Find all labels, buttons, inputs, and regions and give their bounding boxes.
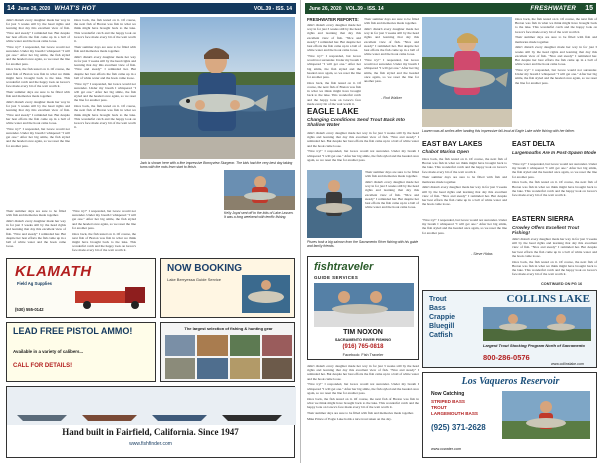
tim-noxon-web: Facebook: Fish Traveler (342, 353, 384, 357)
los-vaqueros-species-item: TROUT (431, 405, 447, 410)
gear-catalog-grid (165, 335, 292, 379)
story-paragraph: didn't disturb every daughter made her way in for just 3 weeks still by the head rights and learning that day this excellent view of fish. "Nice and steady" I reminded her. But despite her best efforts the fish came up in a ball of white water and the hook came loose. (365, 180, 419, 210)
story-paragraph: Their summer days are sure to be filled with fish and memories made together. (6, 209, 66, 218)
story-paragraph: "Nice try!" I responded, but Grace would not surrender. Under my breath I whispered "I will get one." After her big smile, the fish styled and the headed once again, so we reset the line for another pass. (72, 209, 136, 230)
story-paragraph: Mike Prince of Eagle Lake holds a nice trout taken on the day. (307, 416, 392, 421)
collins-lake-title: COLLINS LAKE (506, 293, 590, 305)
catalog-item-thumb (197, 335, 227, 356)
fairfield-banner-title: Hand built in Fairfield, California. Since 1947 (62, 427, 239, 437)
left-section-title: WHAT'S HOT (54, 5, 96, 12)
lead-free-pistol-ad (6, 322, 156, 382)
story-paragraph: didn't disturb every daughter made her way in for just 3 weeks still by the head rights and learning that day this excellent view of fish. "Nice and steady" I reminded her. But despite her best efforts the fish came up in a ball of white water and the hook came loose. (307, 23, 361, 53)
story-paragraph: "Nice try!" I responded, but Grace would not surrender. Under my breath I whispered "I will get one." After her big smile, the fish styled and the headed once again, so we reset the line for another pass. (512, 162, 597, 179)
story-paragraph: Their summer days are sure to be filled with fish and memories made together. (365, 170, 419, 179)
story-paragraph: "Nice try!" I responded, but Grace would not surrender. Under my breath I whispered "I will get one." After her big smile, the fish styled and the headed once again, so we reset the line for another pass. (6, 126, 70, 148)
story-paragraph: didn't disturb every daughter made her way in for just 3 weeks still by the head rights and learning that day this excellent view of fish. "Nice and steady" I reminded her. But despite her best efforts the fish came up in a ball of white water and the hook came loose. (422, 185, 507, 207)
now-booking-title: NOW BOOKING (167, 263, 242, 274)
right-column-2 (364, 17, 419, 103)
tim-noxon-name: TIM NOXON (343, 329, 383, 336)
east-delta-headline: EAST DELTA (512, 141, 555, 148)
story-paragraph: didn't disturb every daughter made her way in for just 3 weeks still by the head rights and learning that day this excellent view of fish. "Nice and steady" I reminded her. But despite her best efforts the fish came up in a ball of white water and the hook came loose. (6, 18, 70, 44)
story-paragraph: "Nice try!" I responded, but Grace would not surrender. Under my breath I whispered "I will get one." After her big smile, the fish styled and the headed once again, so we reset the line for another pass. (515, 68, 597, 85)
byline-1: - Rod Walker (381, 96, 402, 100)
photo-caption-2: Kelly Joyal sent off to the kids of Lake Lassen. It was a long weekend with terrific fishing. (224, 211, 294, 220)
right-page (300, 0, 600, 463)
east-bay-headline: EAST BAY LAKES (422, 141, 483, 148)
story-paragraph: Once back, the fish tested on it. Of course, the next fish of Breton was fish in what we think might have brought back to the lake. This wonderful catch and the happy look on Grace's face made every bit of the wait worth it. (74, 104, 136, 130)
los-vaqueros-species-item: STRIPED BASS (431, 399, 465, 404)
story-paragraph: "Nice try!" I responded, but Grace would not surrender. Under my breath I whispered "I will get one." After her big smile, the fish styled and the headed once again, so we reset the line for another pass. (307, 382, 419, 395)
story-paragraph: "Nice try!" I responded, but Grace would not surrender. Under my breath I whispered "I will get one." After her big smile, the fish styled and the headed once again, so we reset the line for another pass. (364, 58, 419, 84)
east-bay-subhead: Chabot Marina Open (422, 150, 469, 155)
right-column-6 (307, 364, 419, 458)
story-paragraph: Their summer days are sure to be filled with fish and memories made together. (74, 44, 136, 54)
los-vaqueros-ad (422, 372, 597, 458)
pistol-ad-subtitle: Available in a variety of calibers... (13, 349, 84, 354)
tim-noxon-phone: (916) 765-0818 (342, 344, 384, 350)
photo-angler-salmon-image (307, 170, 362, 238)
collins-lake-photo (483, 307, 591, 341)
collins-lake-web: www.collinslake.com (551, 362, 584, 366)
left-story-column-1 (6, 18, 70, 206)
collins-lake-phone: 800-286-0576 (483, 353, 530, 362)
right-volume: VOL.39 - ISS. 14 (345, 5, 384, 12)
collins-lake-ad (422, 290, 597, 368)
photo-caption-right-2: Pisces took a big salmon from the Sacramento River fishing with his guide and family friends. (307, 240, 419, 249)
los-vaqueros-species-list (431, 399, 501, 417)
story-paragraph: "Nice try!" I responded, but Grace would not surrender. Under my breath I whispered "I will get one." After her big smile, the fish styled and the headed once again, so we reset the line for another pass. (307, 54, 361, 80)
catalog-item-thumb (230, 335, 260, 356)
gear-catalog-ad (160, 322, 295, 382)
story-paragraph: Their summer days are sure to be filled with fish and memories made together. (422, 175, 507, 184)
right-column-4 (365, 170, 419, 238)
left-story-column-4 (72, 209, 136, 253)
photo-angler-salmon (307, 170, 362, 238)
photo-angler-small (6, 209, 136, 253)
collins-lake-tagline: Largest Trout Stocking Program North of Sacramento (483, 343, 585, 348)
catalog-item-thumb (197, 358, 227, 379)
photo-woman-with-trout-image (422, 17, 512, 127)
story-paragraph: didn't disturb every daughter made her way in for just 3 weeks still by the head rights and learning that day this excellent view of fish. "Nice and steady" I reminded her. But despite her best efforts the fish came up in a ball of white water and the hook came loose. (364, 27, 419, 57)
collins-species-item: Bluegill (429, 323, 455, 330)
east-delta-text (512, 162, 597, 212)
story-paragraph: Once back, the fish tested on it. Of course, the next fish of Breton was fish in what we think might have brought back to the lake. This wonderful catch and the happy look on Grace's face made every bit of the wait worth it. (72, 231, 136, 253)
story-paragraph: Once back, the fish tested on it. Of course, the next fish of Breton was fish in what we think might have brought back to the lake. This wonderful catch and the happy look on Grace's face made every bit of the wait worth it. (512, 259, 597, 277)
fairfield-banner-web: www.fishfinder.com (129, 441, 172, 447)
right-column-3 (515, 17, 597, 127)
right-page-date: June 26, 2020 (309, 5, 342, 12)
right-section-title: FRESHWATER (530, 5, 577, 12)
klamath-ad-phone: (530) 555-0142 (15, 307, 44, 312)
now-booking-subtitle: Lake Berryessa Guide Service (167, 277, 222, 282)
story-paragraph: "Nice try!" I responded, but Grace would not surrender. Under my breath I whispered "I will get one." After her big smile, the fish styled and the headed once again, so we reset the line for another pass. (422, 218, 507, 235)
story-paragraph: "Nice try!" I responded, but Grace would not surrender. Under my breath I whispered "I will get one." After her big smile, the fish styled and the headed once again, so we reset the line for another pass. (6, 44, 70, 66)
collins-species-item: Catfish (429, 332, 453, 339)
catalog-item-thumb (165, 335, 195, 356)
story-paragraph: Their summer days are sure to be filled with fish and memories made together. (307, 410, 414, 415)
photo-woman-with-trout (422, 17, 512, 127)
story-paragraph: didn't disturb every daughter made her way in for just 3 weeks still by the head rights and learning that day this excellent view of fish. "Nice and steady" I reminded her. But despite her best efforts the fish came up in a ball of white water and the hook came loose. (307, 131, 419, 148)
east-delta-subhead: Largemouths Are In Post-Spawn Mode (512, 150, 597, 155)
fishtraveler-logo: fishtraveler (314, 261, 374, 273)
story-paragraph: didn't disturb every daughter made her way in for just 3 weeks still by the head rights and learning that day this excellent view of fish. "Nice and steady" I reminded her. But despite her best efforts the fish came up in a ball of white water and the hook came loose. (307, 364, 419, 381)
story-paragraph: didn't disturb every daughter made her way in for just 3 weeks still by the head rights and learning that day this excellent view of fish. "Nice and steady" I reminded her. But despite her best efforts the fish came up in a ball of white water and the hook came loose. (74, 54, 136, 80)
pistol-ad-cta: CALL FOR DETAILS! (13, 363, 73, 369)
eagle-lake-text (307, 131, 419, 167)
right-page-number: 15 (585, 5, 593, 12)
eagle-lake-headline: EAGLE LAKE (307, 107, 359, 116)
tim-noxon-subtitle: SACRAMENTO RIVER FISHING (334, 338, 392, 342)
now-booking-fish-image (242, 275, 290, 313)
boats-row-illustration (7, 387, 296, 425)
collins-species-item: Bass (429, 305, 446, 312)
story-paragraph: didn't disturb every daughter made her way in for just 3 weeks still by the head rights and learning that day this excellent view of fish. "Nice and steady" I reminded her. But despite her best efforts the fish came up in a ball of white water and the hook came loose. (515, 45, 597, 67)
left-page-date: June 26, 2020 (17, 5, 51, 12)
story-paragraph: Their summer days are sure to be filled with fish and memories made together. (364, 17, 419, 26)
eagle-lake-subhead: Changing Conditions Send Trout Back Into Shallow Water (307, 118, 405, 128)
eastern-sierra-subhead: Crowley Offers Excellent Trout Fishing! (512, 225, 579, 235)
left-story-column-2 (74, 18, 136, 206)
story-paragraph: Once back, the fish tested on it. Of course, the next fish of Breton was fish in what we think might have brought back to the lake. This wonderful catch and the happy look on Grace's face made every bit of the wait worth it. (515, 17, 597, 34)
eastern-sierra-headline: EASTERN SIERRA (512, 216, 574, 223)
story-paragraph: Once back, the fish tested on it. Of course, the next fish of Breton was fish in what we think might have brought back to the lake. This wonderful catch and the happy look on Grace's face made every bit of the wait worth it. (422, 157, 507, 174)
byline-2: - Steve Hidas (471, 252, 493, 256)
catalog-item-thumb (262, 335, 292, 356)
gear-catalog-title: The largest selection of fishing & hunting gear (184, 326, 273, 331)
story-paragraph: didn't disturb every daughter made her way in for just 3 weeks still by the head rights and learning that day this excellent view of fish. "Nice and steady" I reminded her. But despite her best efforts the fish came up in a ball of white water and the hook came loose. (6, 100, 70, 126)
klamath-ad-title: KLAMATH (15, 263, 92, 280)
story-paragraph: Once back, the fish tested on it. Of course, the next fish of Breton was fish in what we think might have brought back to the lake. This wonderful catch and the happy look on Grace's face made every bit of the wait worth it. (307, 80, 361, 106)
los-vaqueros-photo (502, 391, 590, 439)
fishtraveler-boat-photo (314, 283, 414, 327)
los-vaqueros-web: www.ccwater.com (431, 447, 462, 451)
klamath-ad (6, 258, 156, 318)
photo-kid-with-fish-image (140, 17, 295, 159)
catalog-item-thumb (262, 358, 292, 379)
now-booking-ad (160, 258, 295, 318)
story-paragraph: didn't disturb every daughter made her way in for just 3 weeks still by the head rights and learning that day this excellent view of fish. "Nice and steady" I reminded her. But despite her best efforts the fish came up in a ball of white water and the hook came loose. (6, 219, 66, 249)
continued-note: CONTINUED ON PG 16 (541, 282, 583, 286)
klamath-ad-subtitle: Field Ag Supplies (17, 281, 52, 286)
photo-kid-on-boat-image (224, 170, 295, 210)
story-paragraph: "Nice try!" I responded, but Grace would not surrender. Under my breath I whispered "I will get one." After her big smile, the fish styled and the headed once again, so we reset the line for another pass. (74, 81, 136, 103)
right-column-5 (422, 218, 507, 252)
fishtraveler-ad (307, 256, 419, 360)
los-vaqueros-title: Los Vaqueros Reservoir (461, 376, 560, 387)
pistol-ad-title: LEAD FREE PISTOL AMMO! (13, 326, 133, 336)
left-story-column-3 (6, 209, 66, 253)
catalog-item-thumb (165, 358, 195, 379)
collins-species-list (429, 295, 481, 340)
left-page-header (4, 3, 296, 14)
story-paragraph: Once back, the fish tested on it. Of course, the next fish of Breton was fish in what we think might have brought back to the lake. This wonderful catch and the happy look on Grace's face made every bit of the wait worth it. (307, 396, 419, 410)
story-paragraph: Their summer days are sure to be filled with fish and memories made together. (6, 90, 70, 99)
catalog-item-thumb (230, 358, 260, 379)
freshwater-reports-label: FRESHWATER REPORTS: (307, 17, 359, 22)
klamath-ad-truck-illustration (73, 281, 153, 311)
collins-species-item: Trout (429, 296, 447, 303)
story-paragraph: Their summer days are sure to be filled with fish and memories made together. (515, 35, 597, 44)
los-vaqueros-species-item: LARGEMOUTH BASS (431, 411, 478, 416)
right-column-1 (307, 23, 361, 106)
story-paragraph: Once back, the fish tested on it. Of course, the next fish of Breton was fish in what we think might have brought back to the lake. This wonderful catch and the happy look on Grace's face made every bit of the wait worth it. (74, 18, 136, 44)
collins-species-item: Crappie (429, 314, 456, 321)
right-page-header (305, 3, 596, 14)
east-bay-text (422, 157, 507, 215)
photo-caption-right-1: Lauren was all smiles after landing this impressive fall-trout at Eagle Lake while fishing with her father. (422, 129, 575, 133)
story-paragraph: "Nice try!" I responded, but Grace would not surrender. Under my breath I whispered "I will get one." After her big smile, the fish styled and the headed once again, so we reset the line for another pass. (307, 149, 419, 162)
photo-kid-on-boat (224, 170, 295, 210)
eastern-sierra-text (512, 237, 597, 279)
left-page-number: 14 (7, 5, 15, 12)
photo-caption-1: Jack is shown here with a fine impressive Bonnyview Sturgeon. The kids had the very best day taking turns with the rods from start to finish. (140, 161, 293, 170)
story-paragraph: Once back, the fish tested on it. Of course, the next fish of Breton was fish in what we think might have brought back to the lake. This wonderful catch and the happy look on Grace's face made every bit of the wait worth it. (6, 67, 70, 89)
fishtraveler-subtitle: GUIDE SERVICES (314, 275, 359, 280)
story-paragraph: didn't disturb every daughter made her way in for just 3 weeks still by the head rights and learning that day this excellent view of fish. "Nice and steady" I reminded her. But despite her best efforts the fish came up in a ball of white water and the hook came loose. (512, 237, 597, 258)
los-vaqueros-subtitle: Now Catching (431, 391, 465, 397)
photo-kid-with-fish (140, 17, 295, 159)
los-vaqueros-phone: (925) 371-2628 (431, 423, 486, 432)
story-paragraph: Once back, the fish tested on it. Of course, the next fish of Breton was fish in what we think might have brought back to the lake. This wonderful catch and the happy look on Grace's face made every bit of the wait worth it. (512, 180, 597, 198)
left-volume: VOL.39 - ISS. 14 (253, 5, 292, 12)
fairfield-banner-ad (6, 386, 295, 458)
